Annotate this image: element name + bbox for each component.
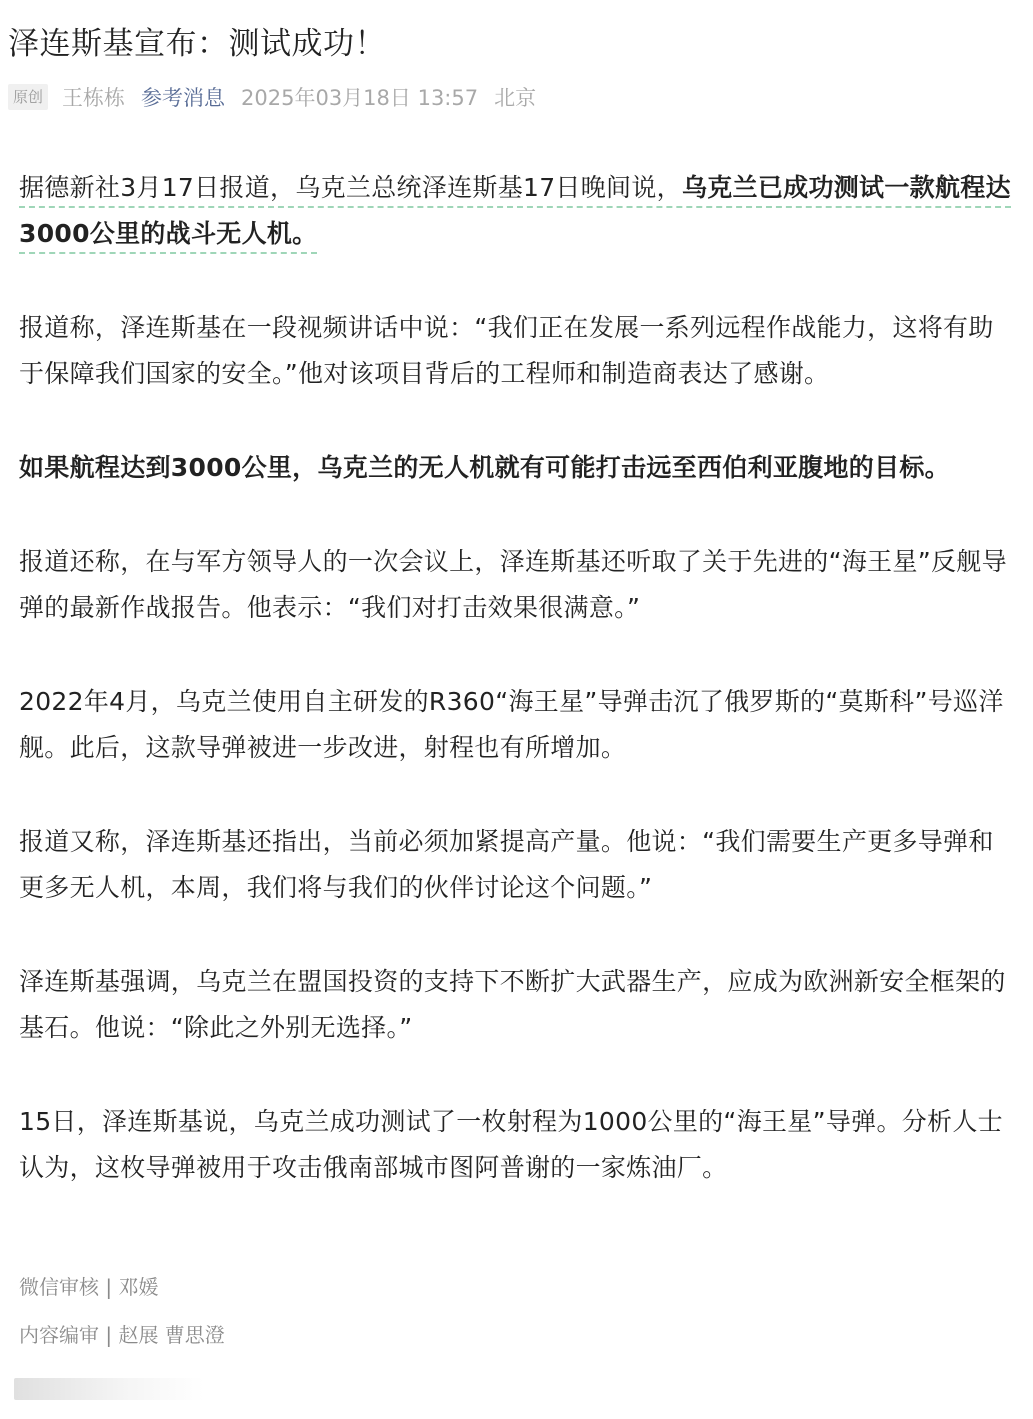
paragraph-5: 2022年4月，乌克兰使用自主研发的R360“海王星”导弹击沉了俄罗斯的“莫斯科”号巡洋舰。此后，这款导弹被进一步改进，射程也有所增加。 <box>19 687 1004 762</box>
article-title: 泽连斯基宣布：测试成功！ <box>8 26 386 62</box>
paragraph-3-bold: 如果航程达到3000公里，乌克兰的无人机就有可能打击远至西伯利亚腹地的目标。 <box>19 453 950 482</box>
paragraph-6: 报道又称，泽连斯基还指出，当前必须加紧提高产量。他说：“我们需要生产更多导弹和更多无人机，本周，我们将与我们的伙伴讨论这个问题。” <box>19 827 994 902</box>
wechat-review-credit: 微信审核 | 邓媛 <box>19 1275 159 1299</box>
paragraph-8: 15日，泽连斯基说，乌克兰成功测试了一枚射程为1000公里的“海王星”导弹。分析人士认为，这枚导弹被用于攻击俄南部城市图阿普谢的一家炼油厂。 <box>19 1107 1003 1182</box>
article-body <box>19 165 1015 1239</box>
footer-credits <box>19 1272 225 1368</box>
paragraph-1-highlight: 乌克兰已成功测试一款航程达3000公里的战斗无人机。 <box>19 173 1011 248</box>
publish-location: 北京 <box>494 86 537 110</box>
publish-time: 2025年03月18日 13:57 <box>241 86 479 110</box>
article-meta <box>8 82 536 112</box>
content-review-credit: 内容编审 | 赵展 曹思澄 <box>19 1323 225 1347</box>
paragraph-1 <box>19 165 1015 257</box>
paragraph-1-lead <box>19 173 1011 254</box>
author-name: 王栋栋 <box>62 86 126 110</box>
account-name-link[interactable]: 参考消息 <box>141 86 226 110</box>
paragraph-7: 泽连斯基强调，乌克兰在盟国投资的支持下不断扩大武器生产，应成为欧洲新安全框架的基石。他说：“除此之外别无选择。” <box>19 967 1006 1042</box>
paragraph-4: 报道还称，在与军方领导人的一次会议上，泽连斯基还听取了关于先进的“海王星”反舰导弹的最新作战报告。他表示：“我们对打击效果很满意。” <box>19 547 1007 622</box>
original-badge: 原创 <box>8 84 48 110</box>
paragraph-2: 报道称，泽连斯基在一段视频讲话中说：“我们正在发展一系列远程作战能力，这将有助于保障我们国家的安全。”他对该项目背后的工程师和制造商表达了感谢。 <box>19 313 994 388</box>
bottom-fade-bar <box>14 1378 204 1400</box>
paragraph-1-text: 据德新社3月17日报道，乌克兰总统泽连斯基17日晚间说， <box>19 173 682 202</box>
